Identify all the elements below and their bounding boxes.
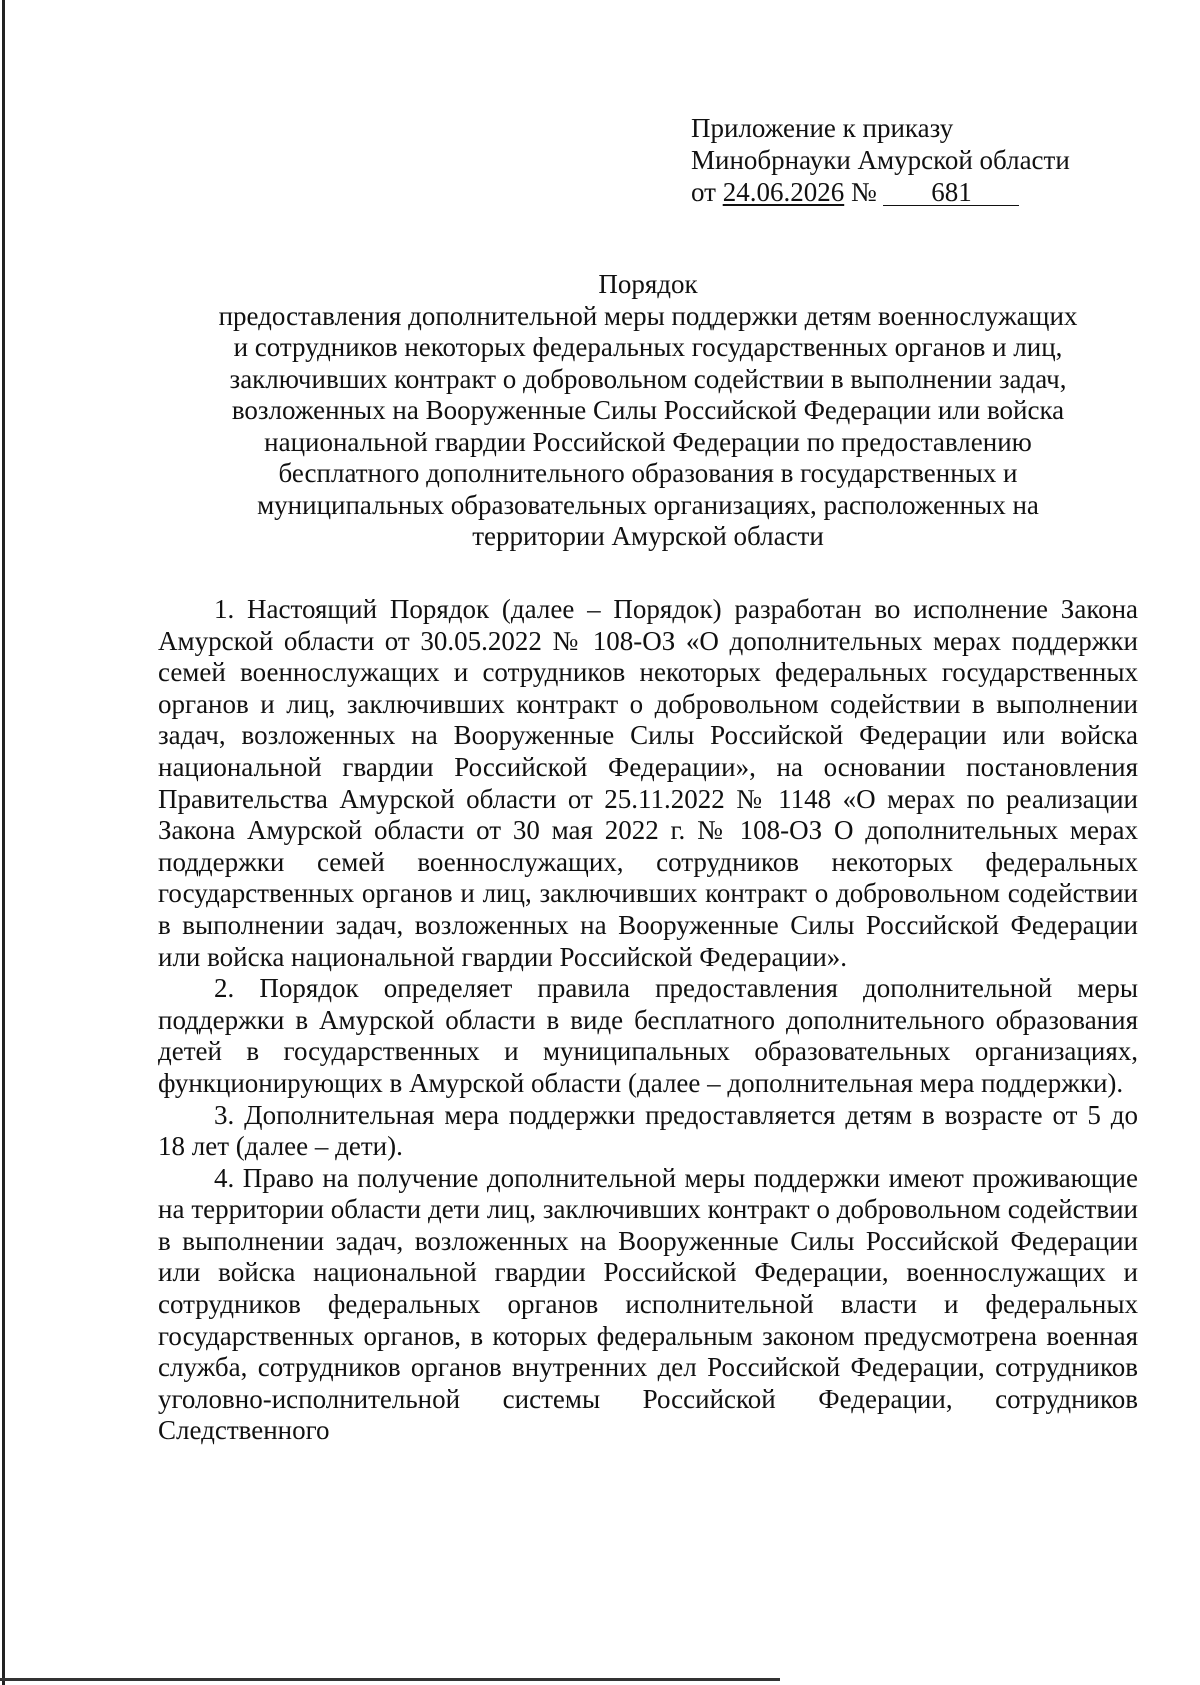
- appendix-number-sign: №: [844, 177, 884, 207]
- title-line: заключивших контракт о добровольном содействии в выполнении задач,: [229, 363, 1067, 394]
- title-line: территории Амурской области: [472, 521, 824, 551]
- appendix-date-prefix: от: [691, 177, 723, 207]
- paragraph-1: 1. Настоящий Порядок (далее – Порядок) разработан во исполнение Закона Амурской области от 30.05.2022 № 108-ОЗ «О дополнительных мерах поддержки семей военнослужащих и сотрудников некоторых федеральных государственных органов и лиц, заключивших контракт о добровольном содействии в выполнении задач, возложенных на Вооруженные Силы Российской Федерации или войска национальной гвардии Российской Федерации», на основании постановления Правительства Амурской области от 25.11.2022 № 1148 «О мерах по реализации Закона Амурской области от 30 мая 2022 г. № 108-ОЗ О дополнительных мерах поддержки семей военнослужащих, сотрудников некоторых федеральных государственных органов и лиц, заключивших контракт о добровольном содействии в выполнении задач, возложенных на Вооруженные Силы Российской Федерации или войска национальной гвардии Российской Федерации».: [158, 594, 1138, 972]
- paragraph-4: 4. Право на получение дополнительной меры поддержки имеют проживающие на территории области дети лиц, заключивших контракт о добровольном содействии в выполнении задач, возложенных на Вооруженные Силы Российской Федерации или войска национальной гвардии Российской Федерации, военнослужащих и сотрудников федеральных органов исполнительной власти и федеральных государственных органов, в которых федеральным законом предусмотрена военная служба, сотрудников органов внутренних дел Российской Федерации, сотрудников уголовно-исполнительной системы Российской Федерации, сотрудников Следственного: [158, 1162, 1138, 1446]
- appendix-header: [691, 112, 1131, 208]
- paragraph-3: 3. Дополнительная мера поддержки предоставляется детям в возрасте от 5 до 18 лет (далее – дети).: [158, 1099, 1138, 1162]
- document-title: [158, 269, 1138, 553]
- paragraph-2: 2. Порядок определяет правила предоставления дополнительной меры поддержки в Амурской области в виде бесплатного дополнительного образования детей в государственных и муниципальных образовательных организациях, функционирующих в Амурской области (далее – дополнительная мера поддержки).: [158, 973, 1138, 1098]
- appendix-number: 681: [883, 179, 1019, 206]
- title-line: и сотрудников некоторых федеральных государственных органов и лиц,: [233, 332, 1063, 362]
- scan-edge-bottom: [0, 1678, 780, 1681]
- title-line: возложенных на Вооруженные Силы Российской Федерации или войска: [231, 395, 1065, 425]
- scan-edge-left: [2, 0, 5, 1685]
- appendix-date: 24.06.2026: [722, 177, 845, 207]
- appendix-line-1: Приложение к приказу: [691, 113, 954, 143]
- appendix-line-3: [691, 176, 1131, 208]
- title-heading: Порядок: [598, 269, 698, 299]
- appendix-line-2: Минобрнауки Амурской области: [691, 145, 1070, 175]
- title-line: муниципальных образовательных организациях, расположенных на: [257, 489, 1039, 520]
- title-line: национальной гвардии Российской Федерации по предоставлению: [264, 426, 1032, 457]
- title-line: предоставления дополнительной меры поддержки детям военнослужащих: [218, 300, 1078, 331]
- title-line: бесплатного дополнительного образования в государственных и: [278, 458, 1018, 488]
- document-body: [158, 594, 1138, 1447]
